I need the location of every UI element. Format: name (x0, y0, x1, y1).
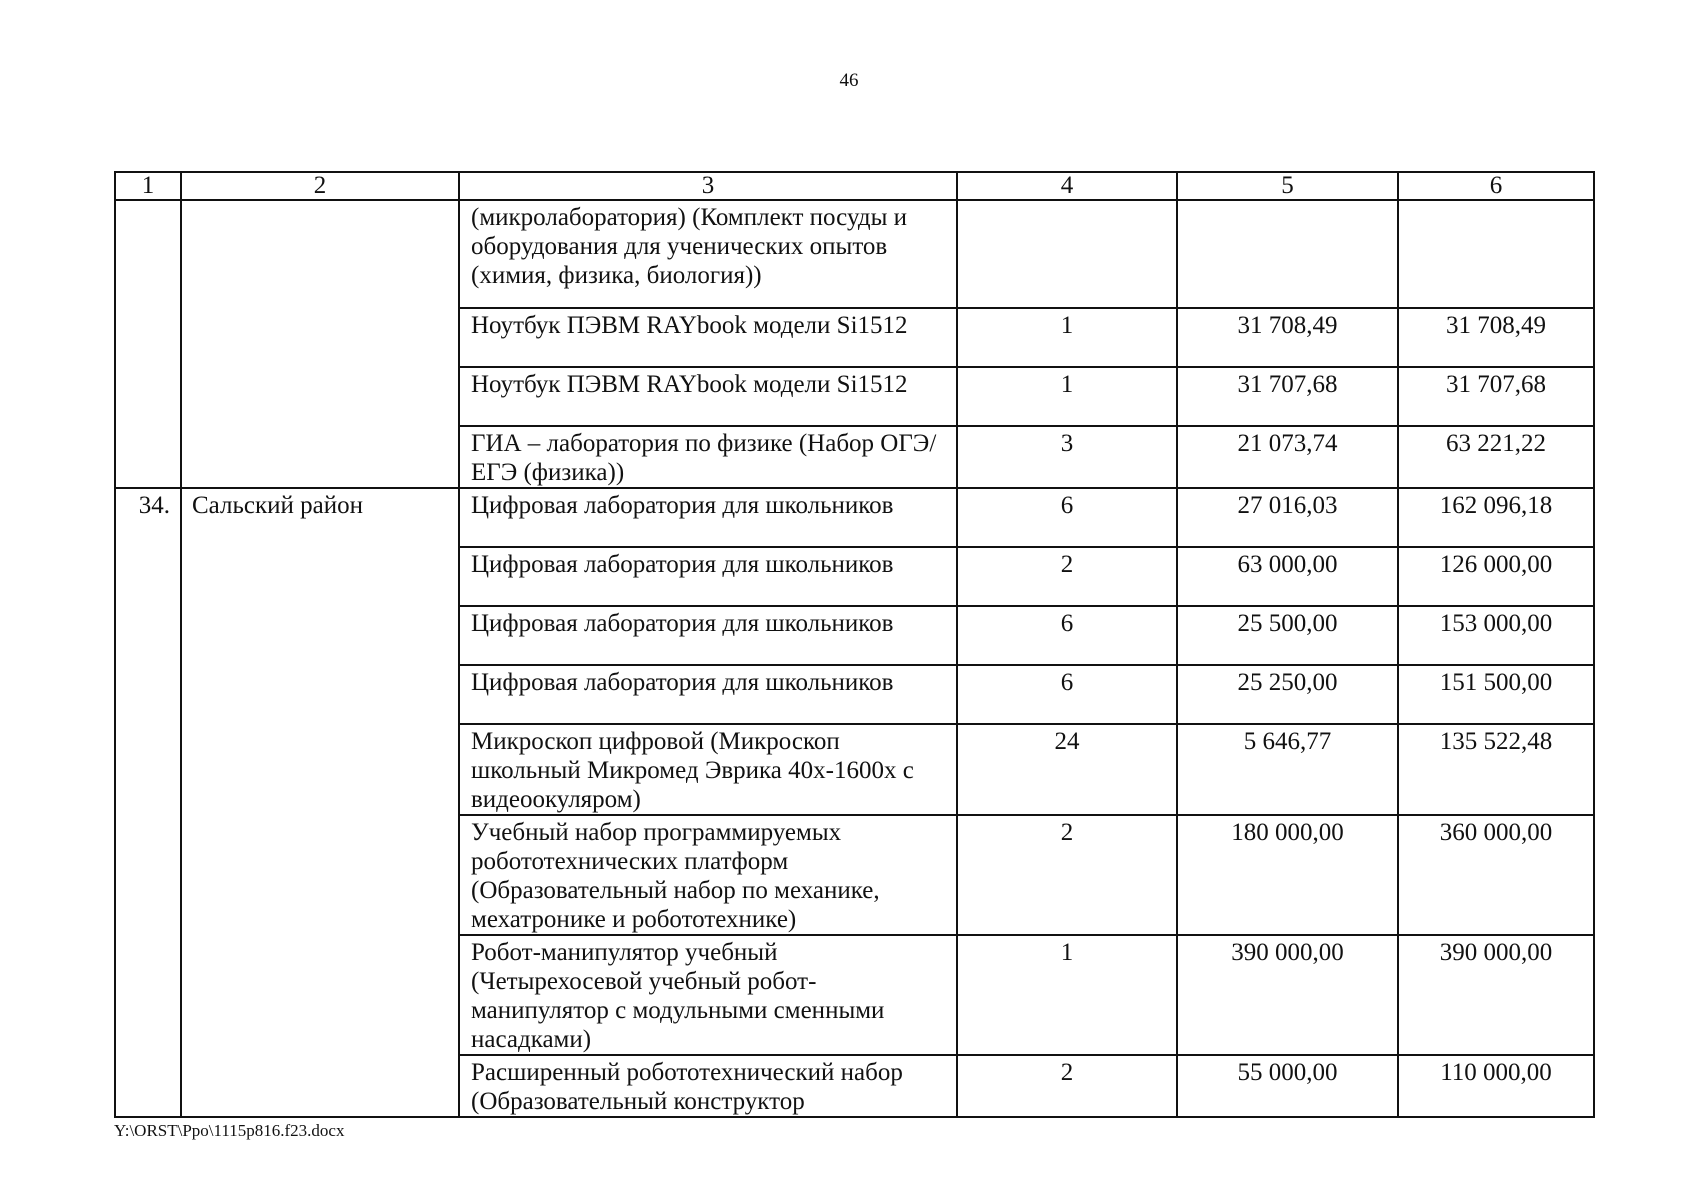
equipment-table (114, 171, 1595, 1118)
item-quantity: 1 (957, 935, 1177, 1055)
item-name: Робот-манипулятор учебный (Четырехосевой учебный робот-манипулятор с модульными сменными насадками) (459, 935, 957, 1055)
region-cell-continued (181, 200, 459, 488)
item-total: 63 221,22 (1398, 426, 1594, 488)
table-row (115, 200, 1594, 308)
item-name: Цифровая лаборатория для школьников (459, 547, 957, 606)
item-quantity: 2 (957, 547, 1177, 606)
item-name: Цифровая лаборатория для школьников (459, 488, 957, 547)
item-quantity: 1 (957, 367, 1177, 426)
row-index-cell-continued (115, 200, 181, 488)
item-name: Ноутбук ПЭВМ RAYbook модели Si1512 (459, 367, 957, 426)
item-quantity: 6 (957, 606, 1177, 665)
column-header-2: 2 (181, 172, 459, 200)
item-unit-price: 21 073,74 (1177, 426, 1398, 488)
item-unit-price: 180 000,00 (1177, 815, 1398, 935)
item-quantity (957, 200, 1177, 308)
column-number-header-row (115, 172, 1594, 200)
item-name: Расширенный робототехнический набор (Образовательный конструктор (459, 1055, 957, 1117)
item-unit-price: 27 016,03 (1177, 488, 1398, 547)
item-total: 151 500,00 (1398, 665, 1594, 724)
item-quantity: 6 (957, 665, 1177, 724)
column-header-1: 1 (115, 172, 181, 200)
item-total: 126 000,00 (1398, 547, 1594, 606)
table-row (115, 488, 1594, 547)
item-unit-price (1177, 200, 1398, 308)
item-total: 135 522,48 (1398, 724, 1594, 815)
item-name: Учебный набор программируемых робототехнических платформ (Образовательный набор по механике, мехатронике и робототехнике) (459, 815, 957, 935)
row-index-cell: 34. (115, 488, 181, 1117)
item-quantity: 2 (957, 815, 1177, 935)
item-quantity: 24 (957, 724, 1177, 815)
item-unit-price: 25 250,00 (1177, 665, 1398, 724)
item-unit-price: 25 500,00 (1177, 606, 1398, 665)
item-unit-price: 390 000,00 (1177, 935, 1398, 1055)
region-name-cell: Сальский район (181, 488, 459, 1117)
item-total: 390 000,00 (1398, 935, 1594, 1055)
item-total: 153 000,00 (1398, 606, 1594, 665)
item-quantity: 1 (957, 308, 1177, 367)
item-name: Цифровая лаборатория для школьников (459, 665, 957, 724)
item-unit-price: 63 000,00 (1177, 547, 1398, 606)
item-name: Цифровая лаборатория для школьников (459, 606, 957, 665)
column-header-6: 6 (1398, 172, 1594, 200)
item-quantity: 3 (957, 426, 1177, 488)
item-total: 162 096,18 (1398, 488, 1594, 547)
item-quantity: 2 (957, 1055, 1177, 1117)
item-name: Ноутбук ПЭВМ RAYbook модели Si1512 (459, 308, 957, 367)
item-unit-price: 55 000,00 (1177, 1055, 1398, 1117)
item-total: 110 000,00 (1398, 1055, 1594, 1117)
item-unit-price: 31 708,49 (1177, 308, 1398, 367)
item-total (1398, 200, 1594, 308)
page-number: 46 (839, 70, 859, 91)
column-header-5: 5 (1177, 172, 1398, 200)
item-total: 360 000,00 (1398, 815, 1594, 935)
item-total: 31 708,49 (1398, 308, 1594, 367)
item-name: ГИА – лаборатория по физике (Набор ОГЭ/ЕГЭ (физика)) (459, 426, 957, 488)
item-unit-price: 5 646,77 (1177, 724, 1398, 815)
item-quantity: 6 (957, 488, 1177, 547)
column-header-3: 3 (459, 172, 957, 200)
item-name: (микролаборатория) (Комплект посуды и оборудования для ученических опытов (химия, физика, биология)) (459, 200, 957, 308)
item-unit-price: 31 707,68 (1177, 367, 1398, 426)
footer-file-path: Y:\ORST\Ppo\1115p816.f23.docx (114, 1121, 345, 1140)
item-total: 31 707,68 (1398, 367, 1594, 426)
item-name: Микроскоп цифровой (Микроскоп школьный Микромед Эврика 40х-1600х с видеоокуляром) (459, 724, 957, 815)
column-header-4: 4 (957, 172, 1177, 200)
